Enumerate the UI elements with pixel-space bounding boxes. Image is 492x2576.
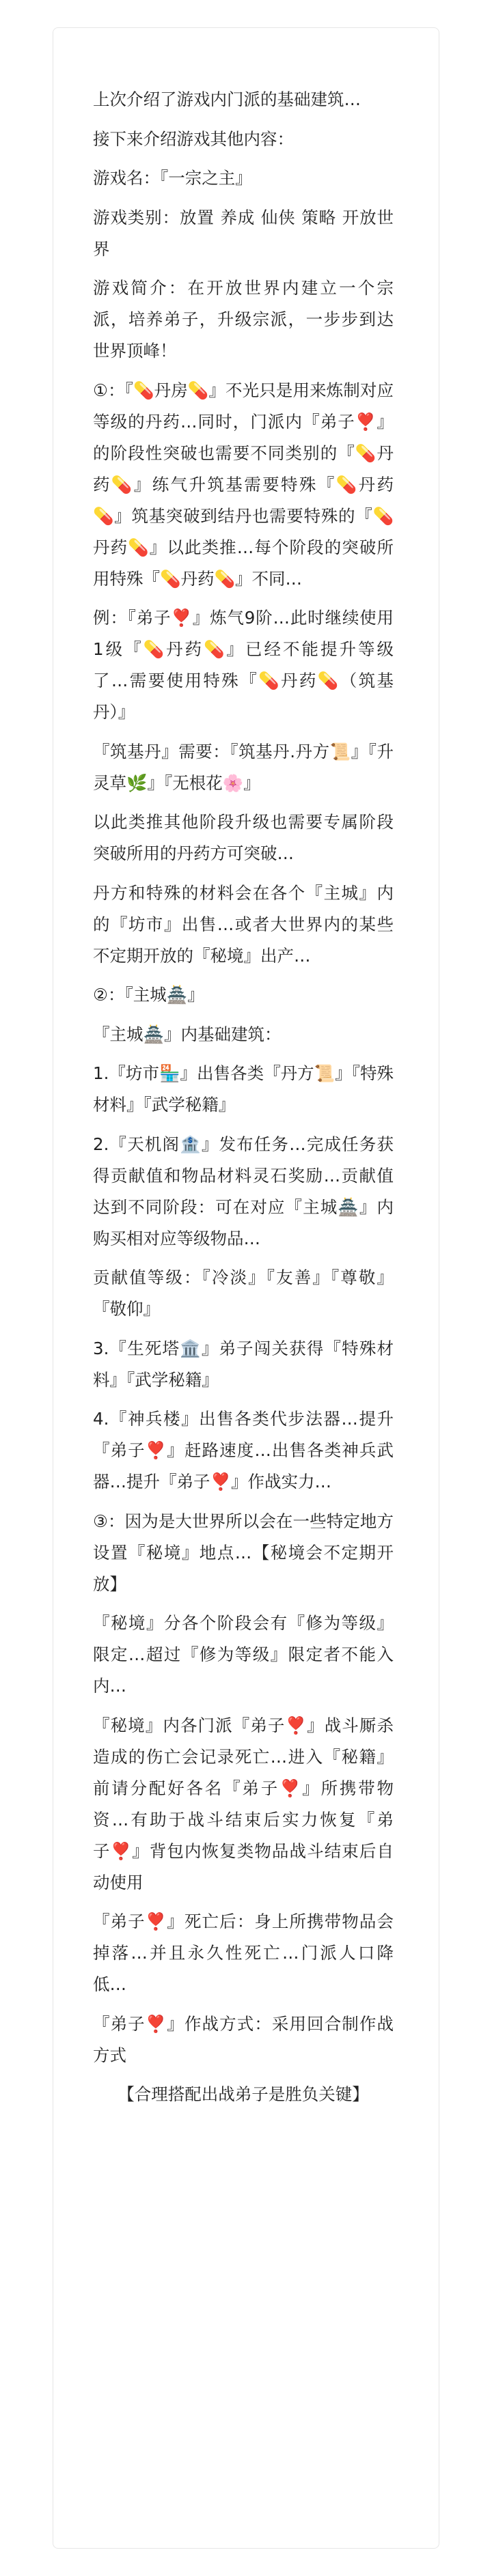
article-body	[93, 84, 394, 2118]
paragraph-combat-mode: 『弟子❣️』作战方式：采用回合制作战方式	[93, 2013, 394, 2065]
paragraph-zhujidan-requirements: 『筑基丹』需要：『筑基丹.丹方📜』『升灵草🌿』『无根花🌸』	[93, 741, 394, 793]
paragraph-game-name: 游戏名：『一宗之主』	[93, 168, 252, 188]
paragraph-game-category: 游戏类别：放置 养成 仙侠 策略 开放世界	[93, 207, 394, 259]
paragraph-building-market: 1.『坊市🏪』出售各类『丹方📜』『特殊材料』『武学秘籍』	[93, 1063, 394, 1115]
paragraph-materials-source: 丹方和特殊的材料会在各个『主城』内的『坊市』出售…或者大世界内的某些不定期开放的『秘境』出产…	[93, 882, 394, 966]
paragraph-secret-realm-combat: 『秘境』内各门派『弟子❣️』战斗厮杀造成的伤亡会记录死亡…进入『秘籍』前请分配好各名『弟子❣️』所携带物资…有助于战斗结束后实力恢复『弟子❣️』背包内恢复类物品战斗结束后自动使用	[93, 1715, 394, 1892]
paragraph-section-3: ③：因为是大世界所以会在一些特定地方设置『秘境』地点…【秘境会不定期开放】	[93, 1511, 394, 1594]
paragraph-section-2: ②：『主城🏯』	[93, 985, 204, 1005]
paragraph-key-tip: 【合理搭配出战弟子是胜负关键】	[118, 2084, 369, 2104]
paragraph-section-1: ①：『💊丹房💊』不光只是用来炼制对应等级的丹药…同时，门派内『弟子❣️』的阶段性突破也需要不同类别的『💊丹药💊』练气升筑基需要特殊『💊丹药💊』筑基突破到结丹也需要特殊的『💊丹药💊』以此类推…每个阶段的突破所用特殊『💊丹药💊』不同…	[93, 380, 394, 589]
paragraph-building-armory: 4.『神兵楼』出售各类代步法器…提升『弟子❣️』赶路速度…出售各类神兵武器…提升『弟子❣️』作战实力…	[93, 1409, 394, 1492]
paragraph-building-tianji: 2.『天机阁🏦』发布任务…完成任务获得贡献值和物品材料灵石奖励…贡献值达到不同阶段：可在对应『主城🏯』内购买相对应等级物品…	[93, 1134, 394, 1248]
paragraph-game-summary: 游戏简介：在开放世界内建立一个宗派，培养弟子，升级宗派，一步步到达世界顶峰！	[93, 278, 394, 361]
paragraph-main-city-buildings: 『主城🏯』内基础建筑：	[93, 1024, 282, 1044]
paragraph-example: 例：『弟子❣️』炼气9阶…此时继续使用1级『💊丹药💊』已经不能提升等级了…需要使用特殊『💊丹药💊（筑基丹）』	[93, 608, 394, 722]
paragraph-contribution-levels: 贡献值等级：『冷淡』『友善』『尊敬』『敬仰』	[93, 1268, 394, 1319]
paragraph-next: 接下来介绍游戏其他内容：	[93, 128, 294, 149]
paragraph-disciple-death: 『弟子❣️』死亡后：身上所携带物品会掉落…并且永久性死亡…门派人口降低…	[93, 1912, 394, 1994]
article-card	[53, 27, 439, 2549]
paragraph-intro: 上次介绍了游戏内门派的基础建筑…	[93, 89, 361, 109]
paragraph-analogy: 以此类推其他阶段升级也需要专属阶段突破所用的丹药方可突破…	[93, 812, 394, 863]
paragraph-secret-realm-levels: 『秘境』分各个阶段会有『修为等级』限定…超过『修为等级』限定者不能入内…	[93, 1613, 394, 1696]
paragraph-building-tower: 3.『生死塔🏛️』弟子闯关获得『特殊材料』『武学秘籍』	[93, 1338, 394, 1390]
